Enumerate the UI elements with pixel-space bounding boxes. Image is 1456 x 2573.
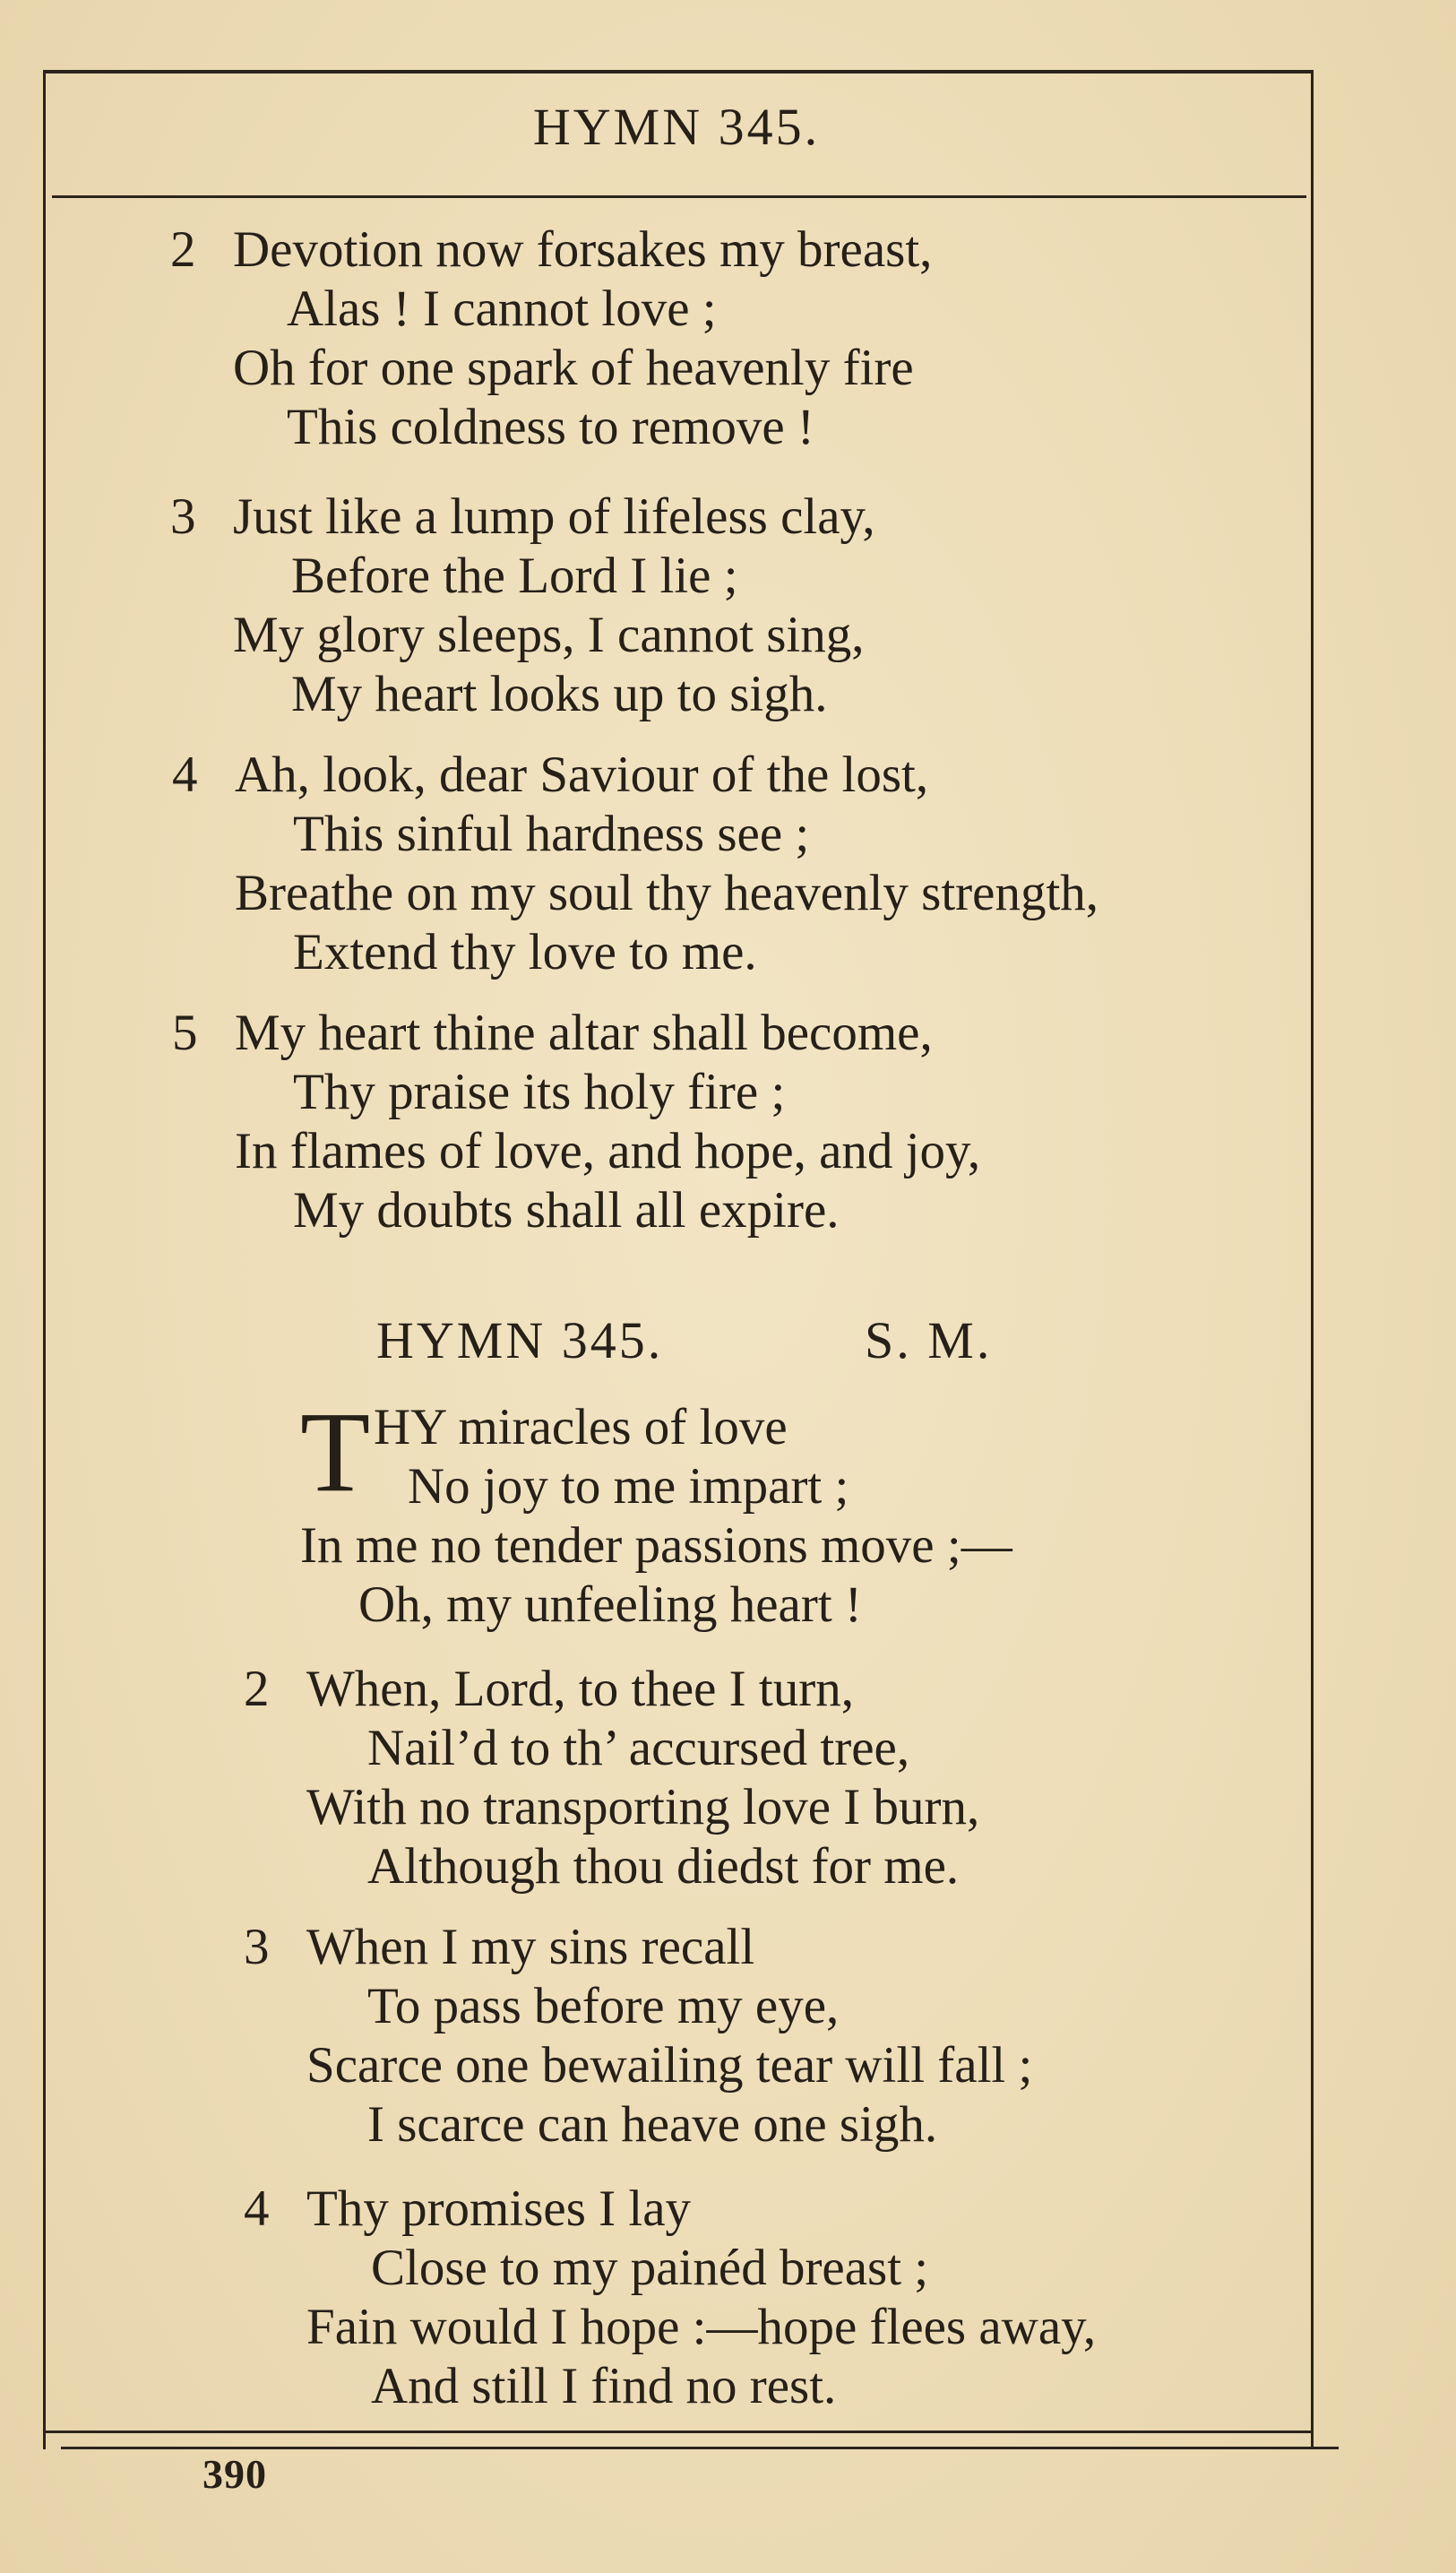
verse-line: Scarce one bewailing tear will fall ;: [306, 2037, 1033, 2094]
verse-line: Just like a lump of lifeless clay,: [233, 488, 875, 545]
stanza-number: 3: [244, 1919, 270, 1975]
hymn1-stanza-3: [170, 488, 875, 724]
verse-line: When I my sins recall: [306, 1919, 755, 1975]
verse-line: Although thou diedst for me.: [367, 1838, 960, 1895]
stanza-number: 4: [244, 2180, 270, 2237]
frame-bottom-rule-offset: [61, 2447, 1339, 2449]
verse-line: When, Lord, to thee I turn,: [306, 1661, 854, 1717]
verse-line: This sinful hardness see ;: [293, 806, 810, 862]
header-rule: [52, 195, 1306, 198]
page-number: 390: [202, 2451, 267, 2497]
stanza-number: 2: [170, 221, 196, 278]
hymn2-stanza-4: [244, 2180, 1097, 2416]
verse-line: Extend thy love to me.: [293, 924, 757, 980]
verse-line: Before the Lord I lie ;: [291, 548, 738, 604]
hymn2-stanza-1: [300, 1398, 1012, 1635]
verse-line: My heart looks up to sigh.: [291, 666, 828, 722]
verse-line: Ah, look, dear Saviour of the lost,: [235, 747, 929, 803]
stanza-number: 2: [244, 1661, 270, 1717]
verse-line: My doubts shall all expire.: [293, 1182, 840, 1239]
hymn2-stanza-3: [244, 1918, 1033, 2154]
verse-line: Nail’d to th’ accursed tree,: [367, 1720, 910, 1776]
verse-line: Oh for one spark of heavenly fire: [233, 340, 914, 396]
hymn2-stanza-2: [244, 1660, 980, 1896]
verse-line: Oh, my unfeeling heart !: [358, 1576, 862, 1633]
hymn1-stanza-4: [172, 746, 1099, 982]
verse-line: Breathe on my soul thy heavenly strength,: [235, 865, 1099, 921]
verse-line: Devotion now forsakes my breast,: [233, 221, 933, 278]
verse-line: HY miracles of love: [374, 1399, 788, 1455]
frame-right-rule: [1311, 70, 1314, 2449]
running-header: HYMN 345.: [532, 98, 821, 156]
verse-line: Thy praise its holy fire ;: [293, 1064, 786, 1120]
verse-line: Alas ! I cannot love ;: [287, 281, 717, 337]
verse-line: With no transporting love I burn,: [306, 1779, 980, 1835]
verse-line: This coldness to remove !: [287, 399, 814, 455]
stanza-number: 5: [172, 1005, 198, 1061]
drop-cap: T: [300, 1388, 371, 1515]
verse-line: No joy to me impart ;: [408, 1458, 849, 1515]
verse-line: Thy promises I lay: [306, 2180, 692, 2237]
verse-line: In me no tender passions move ;—: [300, 1517, 1012, 1574]
hymn1-stanza-2: [170, 220, 933, 457]
verse-line: Fain would I hope :—hope flees away,: [306, 2299, 1097, 2355]
hymn-meter: S. M.: [865, 1311, 993, 1369]
stanza-number: 4: [172, 747, 198, 803]
frame-top-rule: [43, 70, 1314, 73]
hymn-title: HYMN 345.: [376, 1311, 664, 1369]
hymn1-stanza-5: [172, 1004, 981, 1240]
verse-line: My glory sleeps, I cannot sing,: [233, 607, 865, 663]
verse-line: To pass before my eye,: [367, 1978, 840, 2034]
verse-line: And still I find no rest.: [371, 2358, 837, 2414]
verse-line: In flames of love, and hope, and joy,: [235, 1123, 981, 1179]
stanza-number: 3: [170, 488, 196, 545]
verse-line: Close to my painéd breast ;: [371, 2240, 929, 2296]
frame-bottom-rule: [43, 2431, 1314, 2433]
frame-left-rule: [43, 70, 46, 2449]
verse-line: My heart thine altar shall become,: [235, 1005, 933, 1061]
verse-line: I scarce can heave one sigh.: [367, 2096, 938, 2153]
